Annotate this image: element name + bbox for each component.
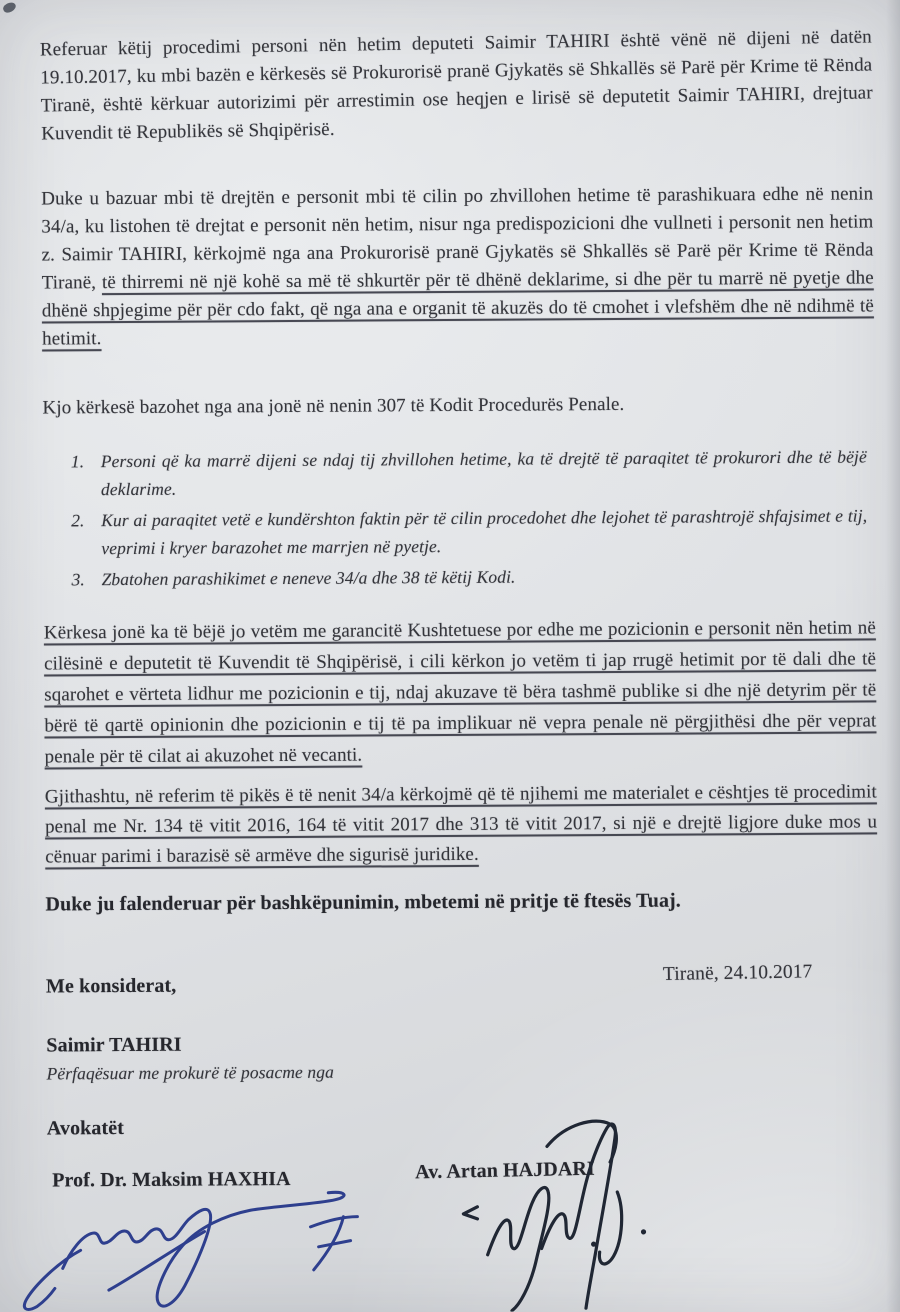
paragraph-request-underlined: të thirremi në një kohë sa më të shkurtër për të dhënë deklarime, si dhe për tu marrë në pyetje dhe dhënë shpjegime për për cdo fakt, që nga ana e organit të akuzës do të cmohet i vlefshëm dhe në ndihmë të hetimit.: [41, 267, 874, 350]
list-item-number: 1.: [70, 451, 85, 472]
paragraph-notice: Referuar këtij procedimi personi nën hetim deputeti Saimir TAHIRI është vënë në dijeni në datën 19.10.2017, ku mbi bazën e kërkesës së Prokurorisë pranë Gjykatës së Shkallës së Parë për Krime të Rënda Tiranë, është kërkuar autorizimi për arrestimin ose heqjen e lirisë së deputetit Saimir TAHIRI, drejtuar Kuvendit të Republikës së Shqipërisë.: [39, 26, 873, 145]
paragraph-constitutional-guarantees: Kërkesa jonë ka të bëjë jo vetëm me garancitë Kushtetuese por edhe me pozicionin e personit nën hetim në cilësinë e deputetit të Kuvendit të Shqipërisë, i cili kërkon jo vetëm ti jap rrugë hetimit por të dali dhe të sqarohet e vërteta lidhur me pozicionin e tij, ndaj akuzave të bëra tashmë publike si dhe një detyrim për të bërë të qartë opinionin dhe pozicionin e tij të pa implikuar në vepra penale në përgjithësi dhe për veprat penale për të cilat ai akuzohet në vecanti.: [43, 617, 877, 768]
list-item-text: Zbatohen parashikimet e neneve 34/a dhe 38 të këtij Kodi.: [101, 566, 516, 590]
paragraph-case-materials: Gjithashtu, në referim të pikës ë të nenit 34/a kërkojmë që të njihemi me materialet e cështjes të procedimit penal me Nr. 134 të vitit 2016, 164 të vitit 2017 dhe 313 të vitit 2017, si një e drejtë ligjore duke mos u cënuar parimi i barazisë së armëve dhe sigurisë juridike.: [44, 781, 878, 868]
signature-artan-hajdari-icon: [407, 1114, 688, 1312]
list-item-number: 2.: [71, 510, 85, 531]
numbered-list: [71, 442, 868, 596]
regards-line: Me konsiderat,: [45, 974, 177, 998]
place-and-date: Tiranë, 24.10.2017: [662, 961, 813, 986]
list-item: [71, 501, 867, 562]
lawyers-label: Avokatët: [46, 1117, 125, 1140]
list-item-text: Kur ai paraqitet vetë e kundërshton faktin për të cilin procedohet dhe lejohet të parashtrojë shfajsimet e tij, veprimi i kryer barazohet me marrjen në pyetje.: [101, 505, 868, 559]
list-item-number: 3.: [71, 569, 85, 590]
list-item-text: Personi që ka marrë dijeni se ndaj tij zhvillohen hetime, ka të drejtë të paraqitet të prokurori dhe të bëjë deklarime.: [100, 446, 867, 500]
signatory-name: Saimir TAHIRI: [46, 1033, 182, 1057]
paragraph-legal-basis: Kjo kërkesë bazohet nga ana jonë në nenin 307 të Kodit Procedurës Penale.: [42, 393, 625, 419]
lawyer-name-haxhia: Prof. Dr. Maksim HAXHIA: [52, 1167, 291, 1192]
closing-line: Duke ju falenderuar për bashkëpunimin, mbetemi në pritje të ftesës Tuaj.: [45, 889, 681, 916]
list-item: [71, 442, 867, 503]
represented-by-line: Përfaqësuar me prokurë të posacme nga: [46, 1061, 334, 1084]
paragraph-request-plain: Duke u bazuar mbi të drejtën e personit mbi të cilin po zhvillohen hetime të parashikuara edhe në nenin 34/a, ku listohen të drejtat e personit nën hetim, nisur nga predispozicioni dhe vullneti i personit nen hetim z. Saimir TAHIRI, kërkojmë nga ana Prokurorisë pranë Gjykatës së Shkallës së Parë për Krime të Rënda Tiranë,: [41, 183, 874, 294]
signature-maksim-haxhia-icon: [12, 1188, 398, 1312]
lawyer-name-hajdari: Av. Artan HAJDARI: [414, 1157, 596, 1184]
paragraph-request: [41, 180, 874, 353]
list-item: [71, 560, 867, 593]
